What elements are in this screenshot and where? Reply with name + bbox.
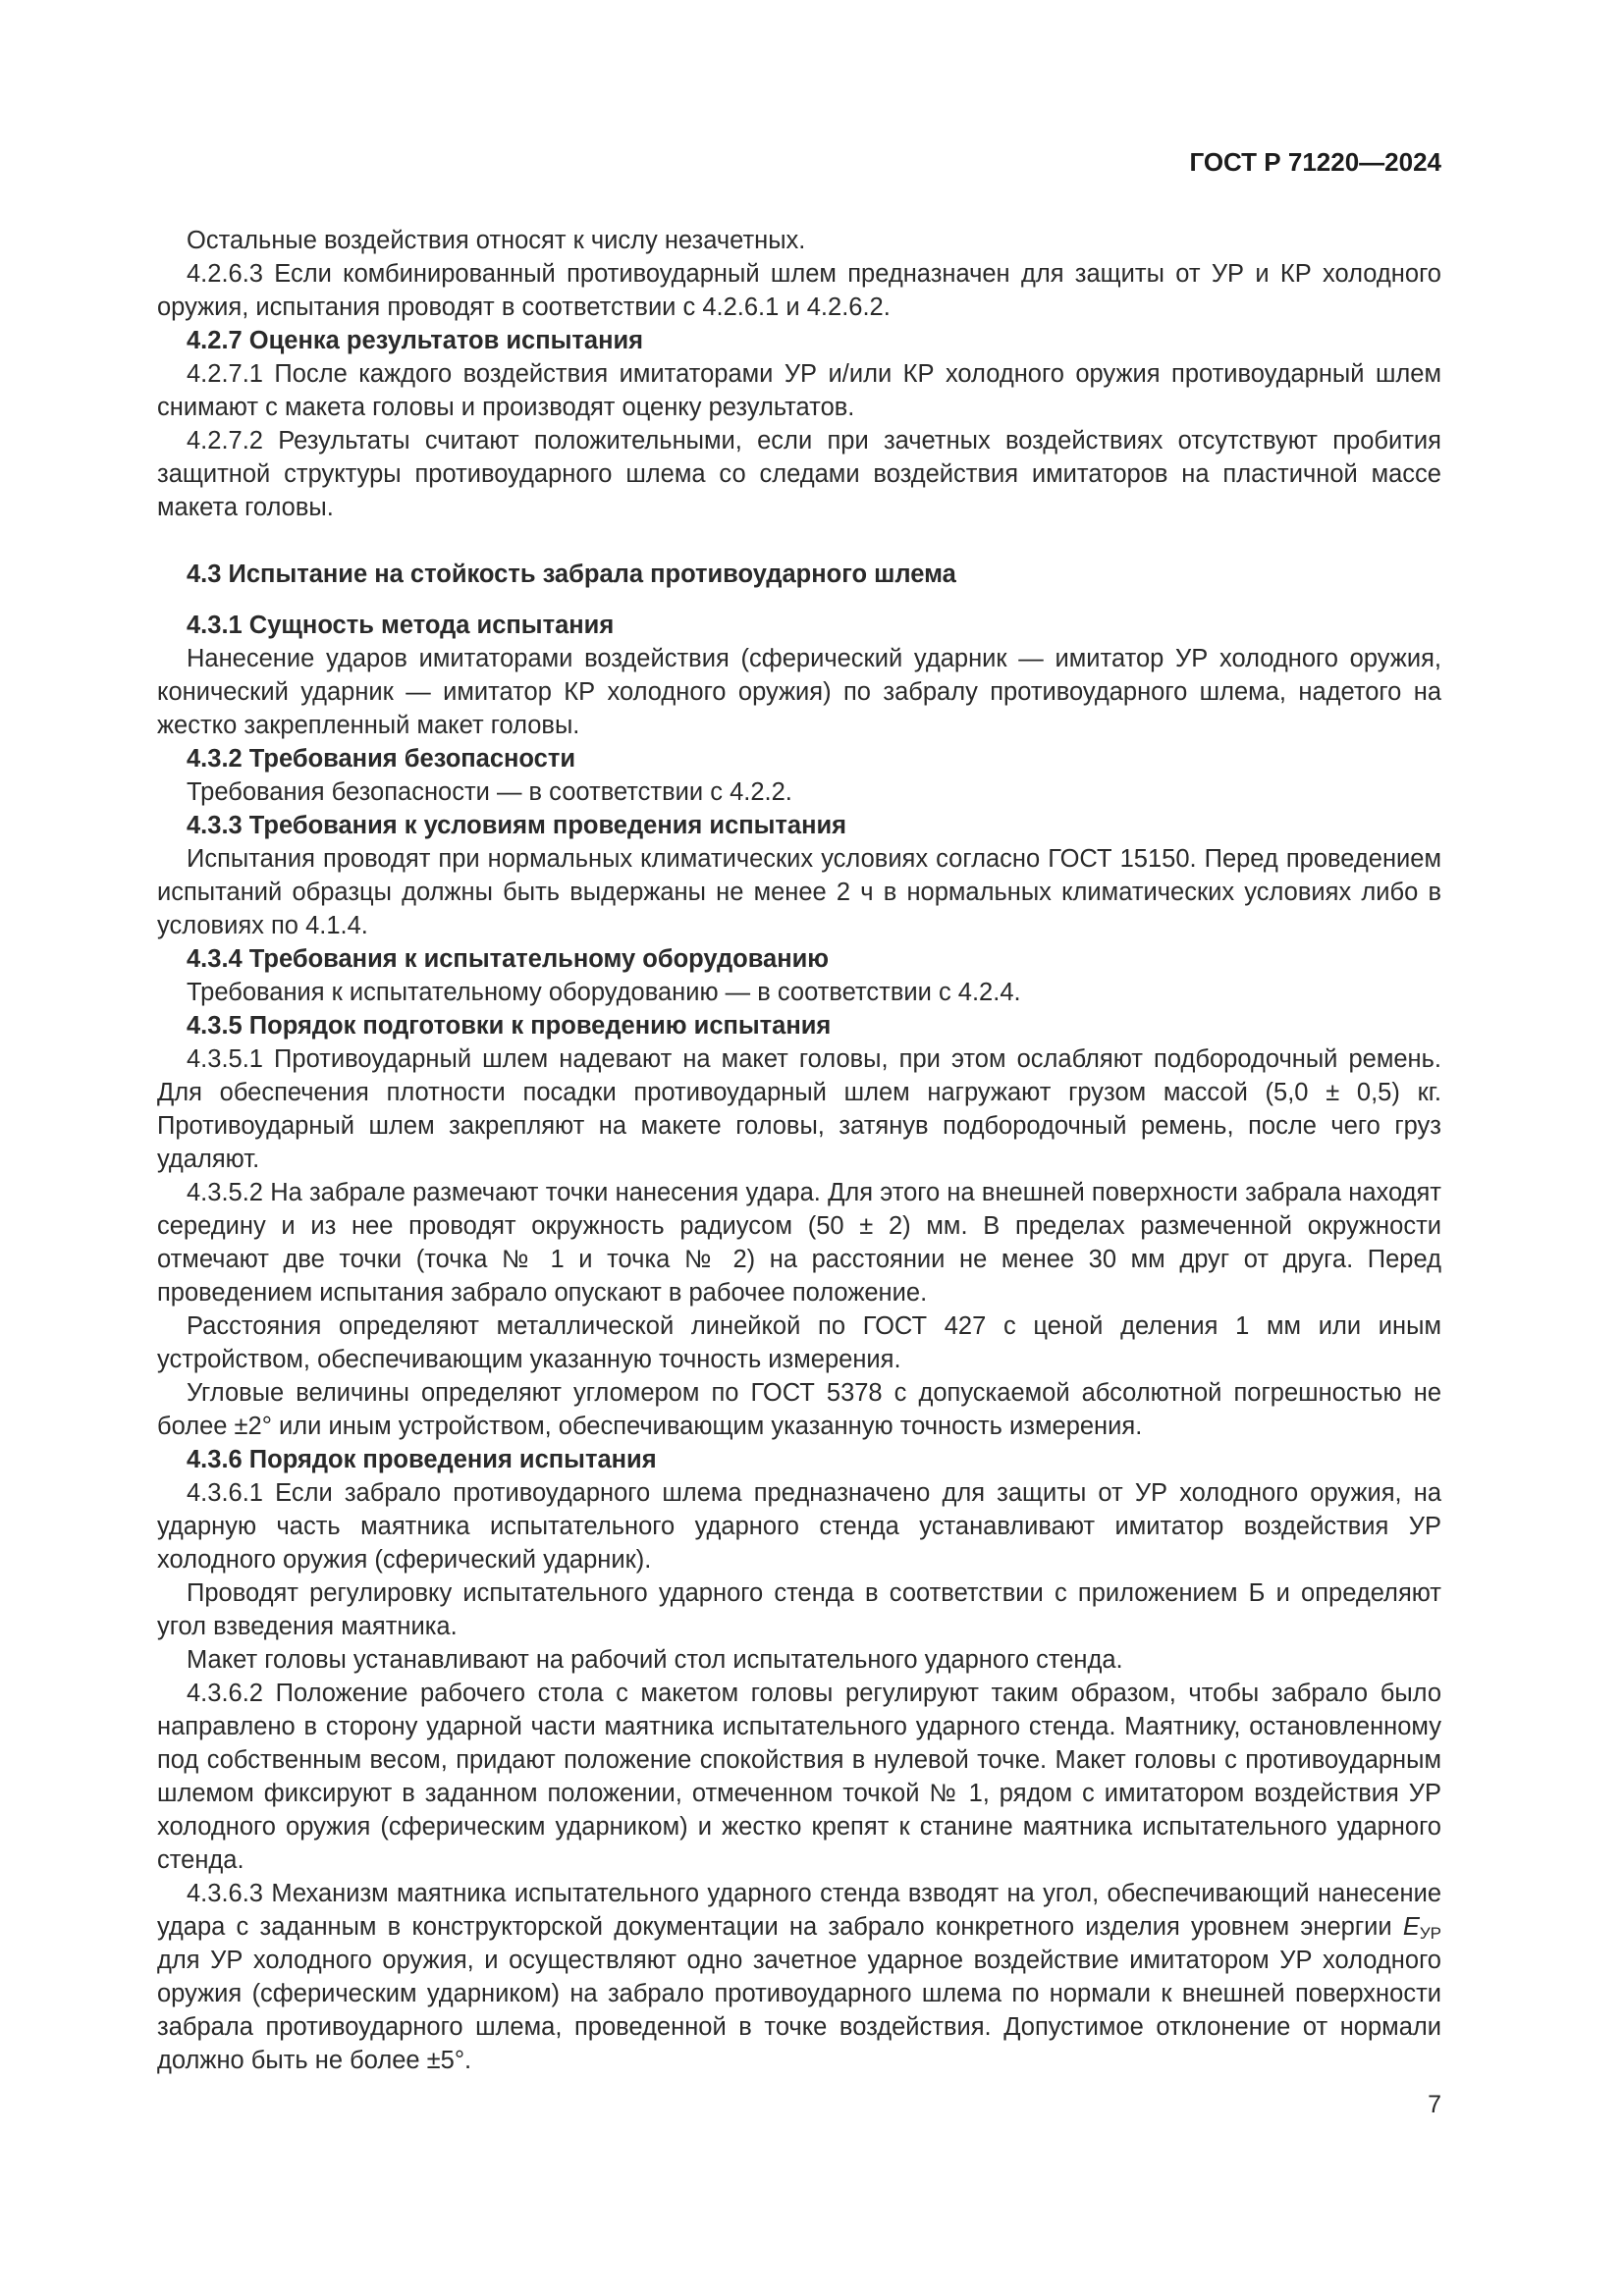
section-heading: 4.3.4 Требования к испытательному оборудованию xyxy=(187,945,830,973)
section-heading: 4.3.5 Порядок подготовки к проведению испытания xyxy=(187,1012,832,1040)
paragraph: Нанесение ударов имитаторами воздействия (сферический ударник — имитатор УР холодного оружия, конический ударник — имитатор КР холодного оружия) по забралу противоударного шлема, надетого на жестко закрепленный макет головы. xyxy=(157,645,1441,739)
section-heading: 4.3.1 Сущность метода испытания xyxy=(187,612,615,639)
energy-subscript: УР xyxy=(1419,1924,1441,1943)
paragraph: Проводят регулировку испытательного ударного стенда в соответствии с приложением Б и определяют угол взведения маятника. xyxy=(157,1579,1441,1640)
paragraph: 4.3.5.2 На забрале размечают точки нанесения удара. Для этого на внешней поверхности забрала находят середину и из нее проводят окружность радиусом (50 ± 2) мм. В пределах размеченной окружности отмечают две точки (точка № 1 и точка № 2) на расстоянии не менее 30 мм друг от друга. Перед проведением испытания забрало опускают в рабочее положение. xyxy=(157,1179,1441,1307)
text-span: 4.3.6.3 Механизм маятника испытательного ударного стенда взводят на угол, обеспечивающий нанесение удара с заданным в конструкторской документации на забрало конкретного изделия уровнем энергии xyxy=(157,1880,1441,1941)
document-body xyxy=(157,224,1441,2077)
paragraph: 4.2.6.3 Если комбинированный противоударный шлем предназначен для защиты от УР и КР холодного оружия, испытания проводят в соответствии с 4.2.6.1 и 4.2.6.2. xyxy=(157,260,1441,321)
page-number: 7 xyxy=(1428,2091,1441,2118)
paragraph: 4.3.6.1 Если забрало противоударного шлема предназначено для защиты от УР холодного оружия, на ударную часть маятника испытательного ударного стенда устанавливают имитатор воздействия УР холодного оружия (сферический ударник). xyxy=(157,1479,1441,1574)
paragraph: Требования безопасности — в соответствии с 4.2.2. xyxy=(187,778,792,806)
paragraph: 4.3.6.2 Положение рабочего стола с макетом головы регулируют таким образом, чтобы забрало было направлено в сторону ударной части маятника испытательного ударного стенда. Маятнику, остановленному под собственным весом, придают положение спокойствия в нулевой точке. Макет головы с противоударным шлемом фиксируют в заданном положении, отмеченном точкой № 1, рядом с имитатором воздействия УР холодного оружия (сферическим ударником) и жестко крепят к станине маятника испытательного ударного стенда. xyxy=(157,1680,1441,1874)
paragraph: Макет головы устанавливают на рабочий стол испытательного ударного стенда. xyxy=(187,1646,1123,1674)
paragraph: Угловые величины определяют угломером по ГОСТ 5378 с допускаемой абсолютной погрешностью не более ±2° или иным устройством, обеспечивающим указанную точность измерения. xyxy=(157,1379,1441,1440)
standard-designation: ГОСТ Р 71220—2024 xyxy=(1189,147,1441,177)
paragraph: Расстояния определяют металлической линейкой по ГОСТ 427 с ценой деления 1 мм или иным устройством, обеспечивающим указанную точность измерения. xyxy=(157,1312,1441,1373)
energy-symbol: E xyxy=(1402,1913,1420,1941)
paragraph: Требования к испытательному оборудованию — в соответствии с 4.2.4. xyxy=(187,979,1021,1006)
text-span: для УР холодного оружия, и осуществляют одно зачетное ударное воздействие имитатором УР холодного оружия (сферическим ударником) на забрало противоударного шлема по нормали к внешней поверхности забрала противоударного шлема, проведенной в точке воздействия. Допустимое отклонение от нормали должно быть не более ±5°. xyxy=(157,1947,1441,2074)
section-heading: 4.2.7 Оценка результатов испытания xyxy=(187,327,644,354)
paragraph: Остальные воздействия относят к числу незачетных. xyxy=(187,227,806,254)
paragraph: 4.3.5.1 Противоударный шлем надевают на макет головы, при этом ослабляют подбородочный ремень. Для обеспечения плотности посадки противоударный шлем нагружают грузом массой (5,0 ± 0,5) кг. Противоударный шлем закрепляют на макете головы, затянув подбородочный ремень, после чего груз удаляют. xyxy=(157,1045,1441,1173)
section-heading: 4.3.3 Требования к условиям проведения испытания xyxy=(187,812,847,839)
paragraph: 4.2.7.2 Результаты считают положительными, если при зачетных воздействиях отсутствуют пробития защитной структуры противоударного шлема со следами воздействия имитаторов на пластичной массе макета головы. xyxy=(157,427,1441,521)
paragraph-4-3-6-3 xyxy=(157,1877,1441,2077)
paragraph: 4.2.7.1 После каждого воздействия имитаторами УР и/или КР холодного оружия противоударный шлем снимают с макета головы и производят оценку результатов. xyxy=(157,360,1441,421)
section-heading: 4.3 Испытание на стойкость забрала противоударного шлема xyxy=(187,561,956,588)
paragraph: Испытания проводят при нормальных климатических условиях согласно ГОСТ 15150. Перед проведением испытаний образцы должны быть выдержаны не менее 2 ч в нормальных климатических условиях либо в условиях по 4.1.4. xyxy=(157,845,1441,939)
section-heading: 4.3.6 Порядок проведения испытания xyxy=(187,1446,657,1473)
section-heading: 4.3.2 Требования безопасности xyxy=(187,745,576,773)
